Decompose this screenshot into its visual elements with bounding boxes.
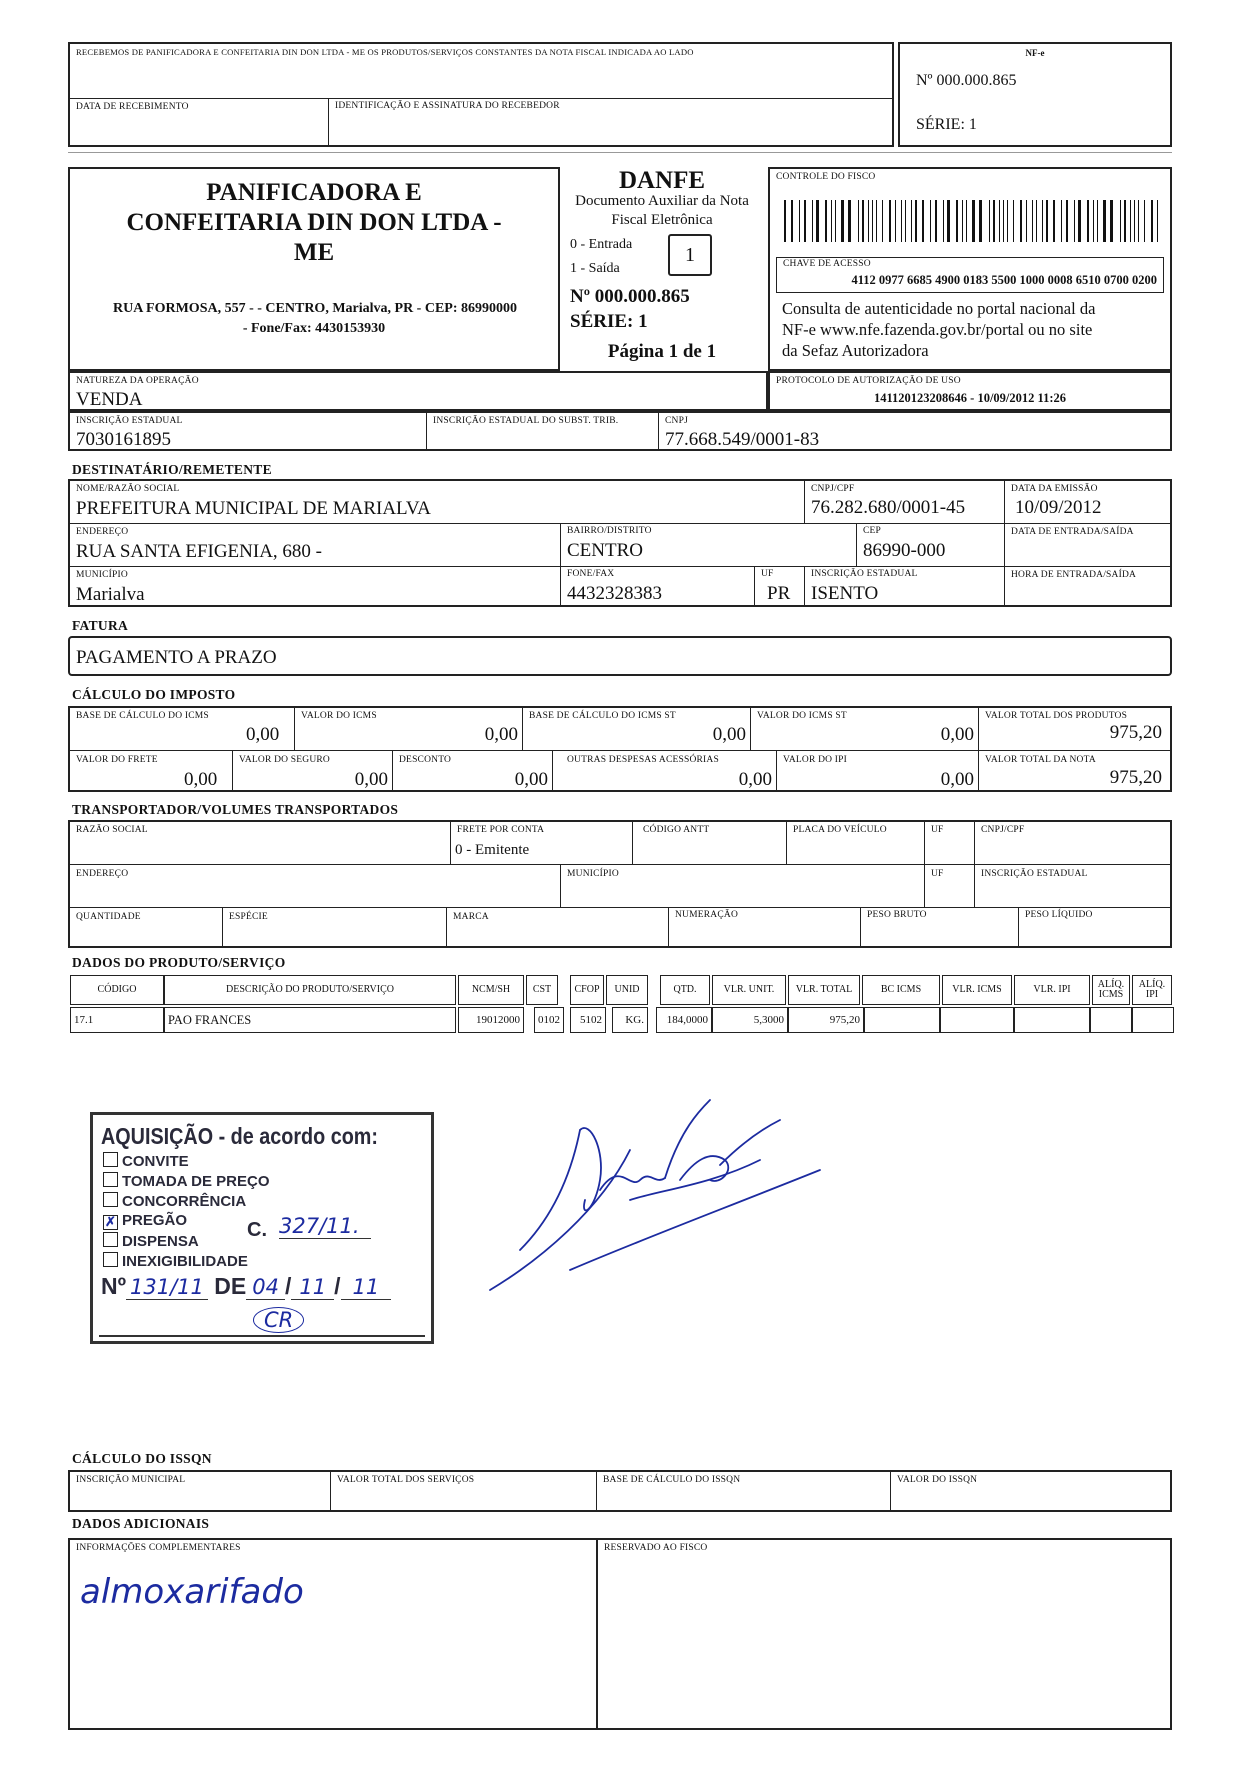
- dest-nome-label: NOME/RAZÃO SOCIAL: [76, 484, 180, 494]
- transp-especie-label: ESPÉCIE: [229, 912, 268, 922]
- issqn-base-cell: [596, 1472, 741, 1512]
- data-recebimento-label: DATA DE RECEBIMENTO: [76, 102, 189, 112]
- row-ncm: 19012000: [458, 1007, 524, 1033]
- adicionais-fisco-box: [596, 1538, 1172, 1730]
- natureza-value: VENDA: [76, 389, 143, 410]
- danfe-subtitle-1: Documento Auxiliar da Nota: [575, 193, 749, 209]
- info-complementares-label: INFORMAÇÕES COMPLEMENTARES: [76, 1543, 241, 1553]
- destinatario-section: DESTINATÁRIO/REMETENTE: [72, 462, 272, 477]
- col-aliq-icms-header: ALÍQ. ICMS: [1092, 975, 1130, 1005]
- transp-frete-cell: [450, 822, 545, 864]
- row-codigo: 17.1: [70, 1007, 164, 1033]
- stamp-pregao: [103, 1212, 187, 1230]
- dest-endereco-label: ENDEREÇO: [76, 527, 129, 537]
- stamp-tomada: [103, 1172, 270, 1190]
- emitente-nome-3: ME: [293, 239, 335, 266]
- transp-quantidade-label: QUANTIDADE: [76, 912, 141, 922]
- transp-cnpj-cell: [974, 822, 1025, 864]
- protocolo-value: 141120123208646 - 10/09/2012 11:26: [873, 391, 1067, 405]
- fatura-box: [68, 636, 1172, 676]
- seguro-label: VALOR DO SEGURO: [239, 755, 330, 765]
- danfe-serie: SÉRIE: 1: [570, 311, 648, 332]
- emitente-box: [68, 167, 560, 371]
- checkbox-icon: [103, 1192, 118, 1207]
- tomada-label: TOMADA DE PREÇO: [122, 1173, 270, 1190]
- col-cfop-header: CFOP: [570, 975, 604, 1005]
- danfe-entrada: 0 - Entrada: [570, 237, 633, 252]
- checkbox-icon: [103, 1172, 118, 1187]
- ie-row: [68, 411, 1172, 451]
- cnpj-cell: [658, 413, 820, 451]
- col-vunit-header: VLR. UNIT.: [712, 975, 786, 1005]
- stamp-inexigibilidade: [103, 1252, 248, 1270]
- transp-line-1: [70, 864, 1170, 865]
- pregao-label: PREGÃO: [122, 1212, 188, 1229]
- seguro: 0,00: [354, 769, 388, 790]
- transp-uf-cell: [924, 822, 944, 864]
- dest-municipio-label: MUNICÍPIO: [76, 570, 128, 580]
- row-cst: 0102: [534, 1007, 564, 1033]
- danfe-tipo-box: 1: [668, 234, 712, 276]
- protocolo-box: [768, 371, 1172, 411]
- base-st: 0,00: [712, 724, 746, 745]
- stamp-bottom-line: [99, 1335, 425, 1337]
- stamp-initials: CR: [253, 1307, 304, 1333]
- dest-cnpj-cell: [804, 481, 966, 523]
- row-vipi: [1014, 1007, 1090, 1033]
- transp-antt-label: CÓDIGO ANTT: [643, 825, 710, 835]
- valor-st-label: VALOR DO ICMS ST: [757, 711, 847, 721]
- danfe-title: DANFE: [618, 167, 706, 194]
- transp-antt-cell: [632, 822, 710, 864]
- signature-graphic: [480, 1090, 840, 1300]
- danfe-saida: 1 - Saída: [570, 261, 620, 276]
- base-st-label: BASE DE CÁLCULO DO ICMS ST: [529, 711, 676, 721]
- cnpj-value: 77.668.549/0001-83: [665, 429, 820, 450]
- transp-numeracao-label: NUMERAÇÃO: [675, 910, 739, 920]
- transp-uf-label: UF: [931, 825, 944, 835]
- dest-bairro: CENTRO: [567, 540, 643, 561]
- stamp-dispensa: [103, 1232, 199, 1250]
- issqn-box: [68, 1470, 1172, 1512]
- total-produtos: 975,20: [1109, 722, 1162, 743]
- no-label: Nº: [101, 1273, 127, 1299]
- dest-emissao-cell: [1004, 481, 1137, 607]
- transp-frete: 0 - Emitente: [455, 842, 530, 858]
- danfe-subtitle-2: Fiscal Eletrônica: [611, 212, 713, 228]
- valor-icms-label: VALOR DO ICMS: [301, 711, 377, 721]
- stamp-c-value: 327/11.: [279, 1214, 371, 1239]
- transp-numeracao-cell: [668, 907, 739, 948]
- dia-value: 04: [246, 1275, 285, 1300]
- dest-bairro-cell: [560, 523, 652, 566]
- dest-fone: 4432328383: [567, 583, 662, 604]
- transp-frete-label: FRETE POR CONTA: [457, 825, 545, 835]
- base-st-cell: [522, 708, 750, 750]
- row-cfop: 5102: [570, 1007, 606, 1033]
- issqn-total-cell: [330, 1472, 475, 1512]
- identificacao-label: IDENTIFICAÇÃO E ASSINATURA DO RECEBEDOR: [335, 101, 560, 111]
- row-vunit: 5,3000: [712, 1007, 788, 1033]
- row-vicms: [940, 1007, 1014, 1033]
- transp-ie-cell: [974, 864, 1088, 907]
- total-nota: 975,20: [1109, 767, 1162, 788]
- dest-ie-cell: [804, 566, 918, 607]
- dest-line-2: [70, 566, 1170, 567]
- consulta-3: da Sefaz Autorizadora: [782, 341, 929, 360]
- col-vicms-header: VLR. ICMS: [942, 975, 1012, 1005]
- col-vtotal-header: VLR. TOTAL: [788, 975, 860, 1005]
- base-icms-label: BASE DE CÁLCULO DO ICMS: [76, 711, 209, 721]
- col-codigo-header: CÓDIGO: [70, 975, 164, 1005]
- col-cst-header: CST: [526, 975, 558, 1005]
- valor-st-cell: [750, 708, 978, 750]
- transp-cnpj-label: CNPJ/CPF: [981, 825, 1025, 835]
- canhoto-numero: Nº 000.000.865: [916, 72, 1017, 89]
- col-qtd-header: QTD.: [660, 975, 710, 1005]
- transp-municipio-cell: [560, 864, 619, 907]
- emitente-nome-2: CONFEITARIA DIN DON LTDA -: [126, 209, 502, 236]
- stamp-concorrencia: [103, 1192, 246, 1210]
- mes-value: 11: [291, 1275, 334, 1300]
- dispensa-label: DISPENSA: [122, 1233, 199, 1250]
- transp-uf2-cell: [924, 864, 944, 907]
- dest-bairro-label: BAIRRO/DISTRITO: [567, 526, 652, 536]
- dest-emissao-label: DATA DA EMISSÃO: [1011, 484, 1098, 494]
- produtos-section: DADOS DO PRODUTO/SERVIÇO: [72, 955, 286, 970]
- imposto-box: [68, 706, 1172, 792]
- dest-entrada-saida-label: DATA DE ENTRADA/SAÍDA: [1011, 527, 1134, 537]
- total-nota-label: VALOR TOTAL DA NOTA: [985, 755, 1096, 765]
- outras: 0,00: [738, 769, 772, 790]
- stamp-no-row: Nº 131/11 DE 04 / 11 / 11: [101, 1273, 391, 1300]
- ie-st-cell: [426, 413, 619, 451]
- row-aliq-icms: [1090, 1007, 1132, 1033]
- issqn-base-label: BASE DE CÁLCULO DO ISSQN: [603, 1475, 741, 1485]
- transp-especie-cell: [222, 907, 268, 948]
- transp-municipio-label: MUNICÍPIO: [567, 869, 619, 879]
- transp-line-2: [70, 907, 1170, 908]
- no-value: 131/11: [126, 1275, 208, 1300]
- transp-placa-cell: [786, 822, 887, 864]
- fisco-box: [768, 167, 1172, 371]
- col-aliq-ipi-header: ALÍQ. IPI: [1132, 975, 1172, 1005]
- row-descricao: PAO FRANCES: [164, 1007, 456, 1033]
- col-unid-header: UNID: [606, 975, 648, 1005]
- cnpj-label: CNPJ: [665, 416, 688, 426]
- reservado-fisco-label: RESERVADO AO FISCO: [604, 1543, 708, 1553]
- imposto-section: CÁLCULO DO IMPOSTO: [72, 687, 236, 702]
- consulta-2: NF-e www.nfe.fazenda.gov.br/portal ou no site: [782, 320, 1093, 339]
- info-handwritten: almoxarifado: [80, 1572, 304, 1612]
- adicionais-section: DADOS ADICIONAIS: [72, 1516, 210, 1531]
- canhoto-separator: [68, 152, 1172, 153]
- fatura-section: FATURA: [72, 618, 129, 633]
- ano-value: 11: [341, 1275, 392, 1300]
- chave-label: CHAVE DE ACESSO: [783, 259, 871, 269]
- danfe-block: [560, 167, 764, 371]
- canhoto-divider: [70, 98, 892, 99]
- issqn-valor-cell: [890, 1472, 978, 1512]
- stamp-title: AQUISIÇÃO - de acordo com:: [101, 1123, 378, 1149]
- dest-line-1: [70, 523, 1170, 524]
- natureza-box: [68, 371, 768, 411]
- base-icms: 0,00: [246, 724, 280, 745]
- dest-nome: PREFEITURA MUNICIPAL DE MARIALVA: [76, 498, 431, 519]
- canhoto-serie: SÉRIE: 1: [916, 116, 977, 133]
- ie-value: 7030161895: [76, 429, 171, 450]
- col-vipi-header: VLR. IPI: [1014, 975, 1090, 1005]
- total-nota-cell: [978, 750, 1172, 792]
- destinatario-box: [68, 479, 1172, 607]
- dest-endereco: RUA SANTA EFIGENIA, 680 -: [76, 541, 323, 562]
- dest-ie: ISENTO: [811, 583, 879, 604]
- dest-cnpj-label: CNPJ/CPF: [811, 484, 855, 494]
- desconto-label: DESCONTO: [399, 755, 452, 765]
- issqn-valor-label: VALOR DO ISSQN: [897, 1475, 978, 1485]
- recebemos-text: RECEBEMOS DE PANIFICADORA E CONFEITARIA DIN DON LTDA - ME OS PRODUTOS/SERVIÇOS CONSTANTES DA NOTA FISCAL INDICADA AO LADO: [76, 47, 694, 57]
- dest-fone-cell: [560, 566, 662, 607]
- ie-st-label: INSCRIÇÃO ESTADUAL DO SUBST. TRIB.: [433, 416, 619, 426]
- dest-uf-label: UF: [761, 569, 774, 579]
- canhoto-box: [68, 42, 894, 147]
- row-bcicms: [864, 1007, 940, 1033]
- col-descricao-header: DESCRIÇÃO DO PRODUTO/SERVIÇO: [164, 975, 456, 1005]
- total-produtos-label: VALOR TOTAL DOS PRODUTOS: [985, 711, 1128, 721]
- dest-uf-cell: [754, 566, 791, 607]
- stamp-c-label: C.: [247, 1219, 267, 1241]
- valor-st: 0,00: [940, 724, 974, 745]
- ie-label: INSCRIÇÃO ESTADUAL: [76, 416, 183, 426]
- chave-acesso: 4112 0977 6685 4900 0183 5500 1000 0008 6510 0700 0200: [851, 273, 1157, 287]
- inexigibilidade-label: INEXIGIBILIDADE: [122, 1253, 248, 1270]
- ipi-cell: [776, 750, 978, 792]
- frete-label: VALOR DO FRETE: [76, 755, 158, 765]
- chave-box: [776, 257, 1164, 293]
- dest-uf: PR: [767, 583, 791, 604]
- outras-cell: [552, 750, 776, 792]
- natureza-label: NATUREZA DA OPERAÇÃO: [76, 376, 199, 386]
- dest-cep-cell: [856, 523, 946, 566]
- dest-ie-label: INSCRIÇÃO ESTADUAL: [811, 569, 918, 579]
- row-vtotal: 975,20: [788, 1007, 864, 1033]
- dest-cep-label: CEP: [863, 526, 882, 536]
- transp-endereco-label: ENDEREÇO: [76, 869, 129, 879]
- danfe-numero: Nº 000.000.865: [570, 286, 690, 307]
- emitente-endereco-1: RUA FORMOSA, 557 - - CENTRO, Marialva, PR - CEP: 86990000: [112, 301, 518, 316]
- nfe-label: NF-e: [1025, 48, 1045, 58]
- emitente-nome-1: PANIFICADORA E: [206, 179, 422, 206]
- canhoto-nfe-box: [898, 42, 1172, 147]
- col-bcicms-header: BC ICMS: [862, 975, 940, 1005]
- valor-icms-cell: [294, 708, 522, 750]
- row-qtd: 184,0000: [656, 1007, 712, 1033]
- transp-peso-liquido-cell: [1018, 907, 1093, 948]
- transp-uf2-label: UF: [931, 869, 944, 879]
- transp-razao-label: RAZÃO SOCIAL: [76, 825, 148, 835]
- total-produtos-cell: [978, 708, 1172, 750]
- transp-ie-label: INSCRIÇÃO ESTADUAL: [981, 869, 1088, 879]
- issqn-section: CÁLCULO DO ISSQN: [72, 1451, 212, 1466]
- adicionais-info-box: [68, 1538, 598, 1730]
- transp-peso-liquido-label: PESO LÍQUIDO: [1025, 910, 1093, 920]
- aquisicao-stamp: [90, 1112, 434, 1344]
- danfe-pagina: Página 1 de 1: [607, 341, 717, 362]
- convite-label: CONVITE: [122, 1153, 189, 1170]
- ipi-label: VALOR DO IPI: [783, 755, 847, 765]
- transportador-box: [68, 820, 1172, 948]
- stamp-convite: [103, 1152, 189, 1170]
- transportador-section: TRANSPORTADOR/VOLUMES TRANSPORTADOS: [72, 802, 399, 817]
- checkbox-icon: [103, 1232, 118, 1247]
- dest-emissao: 10/09/2012: [1015, 497, 1102, 518]
- desconto-cell: [392, 750, 552, 792]
- col-ncm-header: NCM/SH: [458, 975, 524, 1005]
- dest-cep: 86990-000: [863, 540, 946, 561]
- dest-municipio: Marialva: [76, 584, 145, 605]
- concorrencia-label: CONCORRÊNCIA: [122, 1193, 247, 1210]
- issqn-total-label: VALOR TOTAL DOS SERVIÇOS: [337, 1475, 475, 1485]
- protocolo-label: PROTOCOLO DE AUTORIZAÇÃO DE USO: [776, 376, 961, 386]
- desconto: 0,00: [514, 769, 548, 790]
- dest-cnpj: 76.282.680/0001-45: [811, 497, 966, 518]
- ipi: 0,00: [940, 769, 974, 790]
- transp-marca-label: MARCA: [453, 912, 489, 922]
- seguro-cell: [232, 750, 392, 792]
- frete: 0,00: [184, 769, 218, 790]
- barcode: [784, 200, 1158, 242]
- outras-label: OUTRAS DESPESAS ACESSÓRIAS: [567, 755, 719, 765]
- consulta-1: Consulta de autenticidade no portal nacional da: [782, 299, 1096, 318]
- checked-checkbox-icon: ✗: [103, 1215, 118, 1230]
- row-aliq-ipi: [1132, 1007, 1174, 1033]
- transp-peso-bruto-cell: [860, 907, 927, 948]
- transp-peso-bruto-label: PESO BRUTO: [867, 910, 927, 920]
- valor-icms: 0,00: [484, 724, 518, 745]
- de-label: DE: [214, 1273, 247, 1299]
- emitente-endereco-2: - Fone/Fax: 4430153930: [242, 321, 386, 336]
- transp-placa-label: PLACA DO VEÍCULO: [793, 825, 887, 835]
- checkbox-icon: [103, 1152, 118, 1167]
- controle-fisco-label: CONTROLE DO FISCO: [776, 172, 876, 182]
- dest-hora-label: HORA DE ENTRADA/SAÍDA: [1011, 570, 1137, 580]
- checkbox-icon: [103, 1252, 118, 1267]
- issqn-im-label: INSCRIÇÃO MUNICIPAL: [76, 1475, 186, 1485]
- fatura-texto: PAGAMENTO A PRAZO: [76, 647, 277, 668]
- transp-marca-cell: [446, 907, 489, 948]
- dest-fone-label: FONE/FAX: [567, 569, 615, 579]
- identificacao-cell: [328, 98, 560, 147]
- row-unid: KG.: [612, 1007, 648, 1033]
